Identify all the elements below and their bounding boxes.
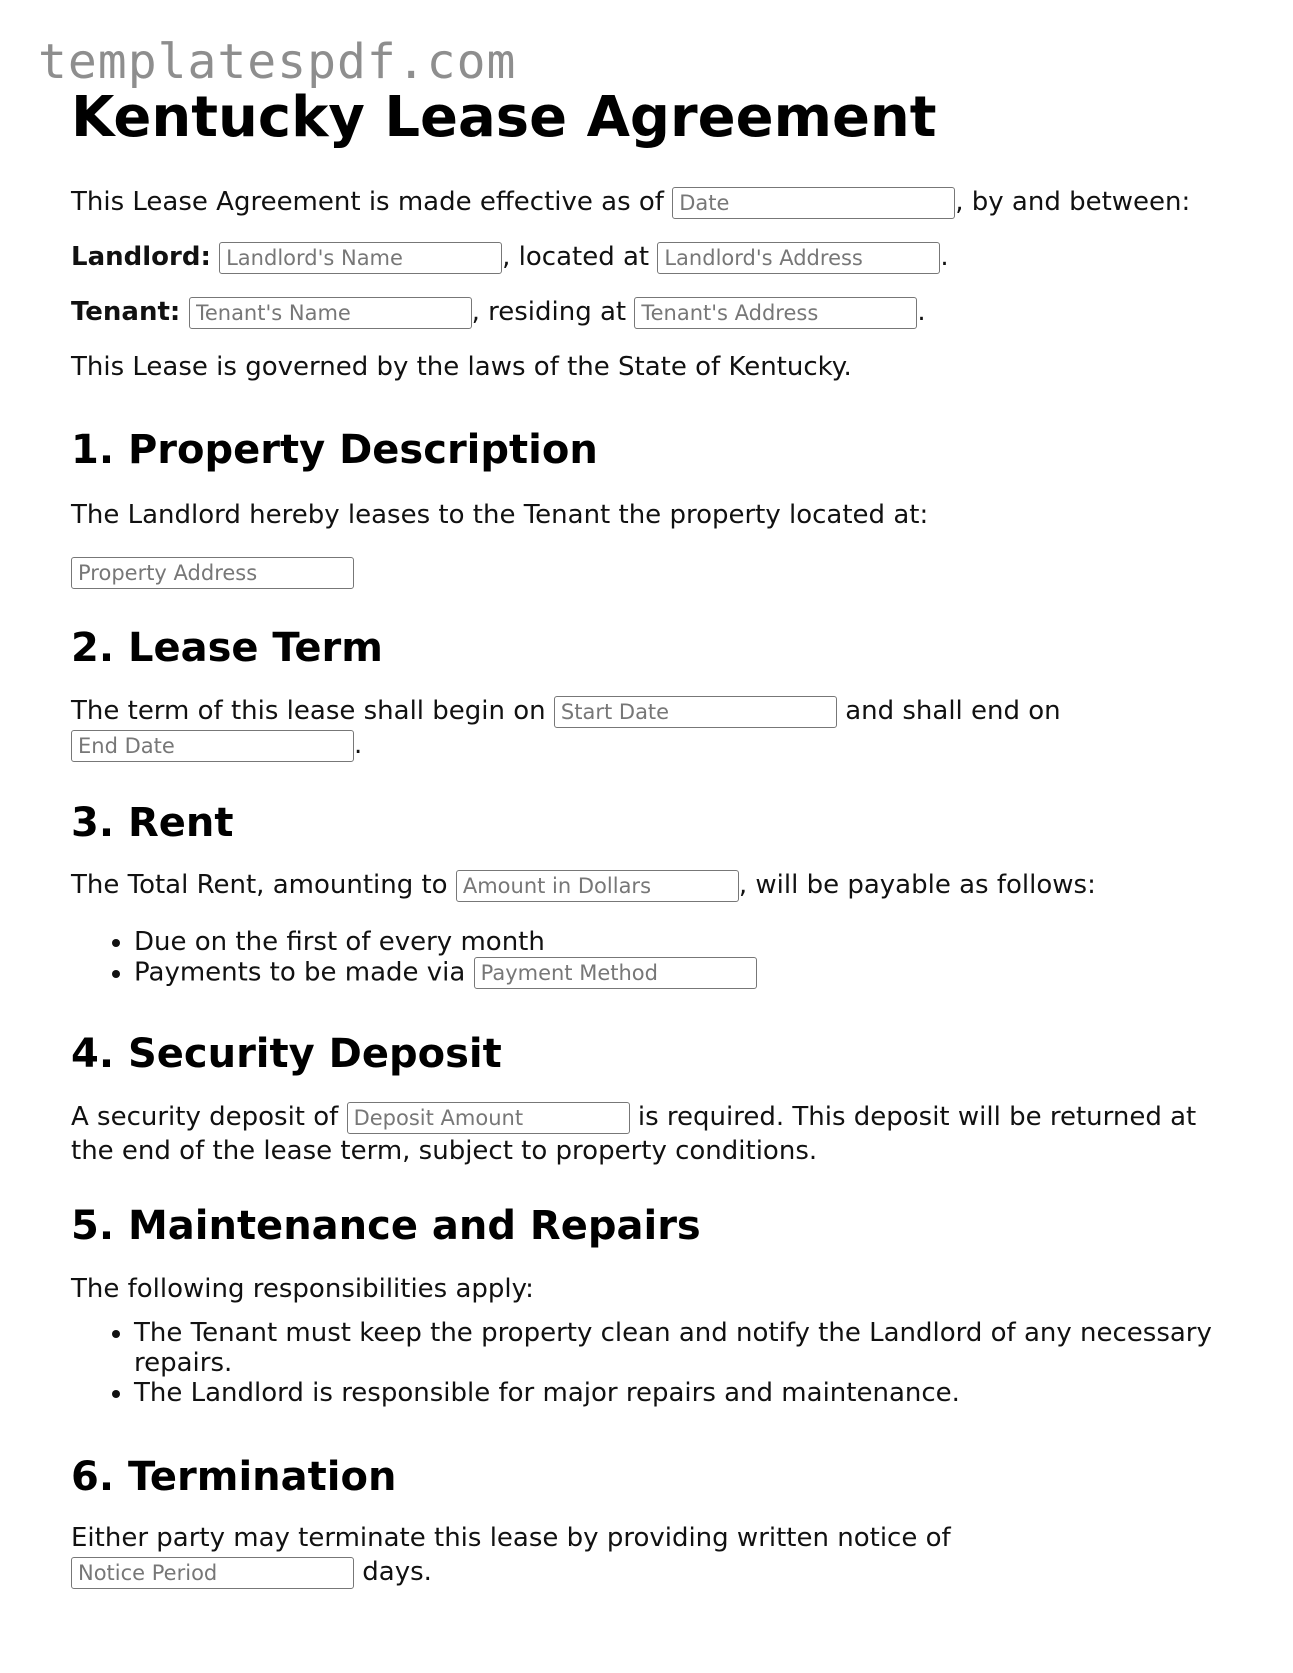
- tenant-label: Tenant:: [71, 297, 181, 327]
- property-address-line: [71, 555, 1231, 589]
- maintenance-text: The following responsibilities apply:: [71, 1274, 534, 1304]
- document-title: Kentucky Lease Agreement: [71, 85, 937, 150]
- rent-amount-field[interactable]: [456, 870, 739, 902]
- notice-period-field[interactable]: [71, 1557, 354, 1589]
- rent-terms-list-wrap: [71, 927, 1231, 989]
- watermark: templatespdf.com: [38, 34, 517, 90]
- termination-prefix: Either party may terminate this lease by providing written notice of: [71, 1523, 951, 1553]
- rent-line: [71, 868, 1231, 902]
- landlord-located-text: , located at: [502, 242, 650, 272]
- rent-bullet-payment: Payments to be made via: [134, 957, 466, 988]
- start-date-field[interactable]: [554, 696, 837, 728]
- deposit-amount-field[interactable]: [347, 1102, 630, 1134]
- tenant-residing-text: , residing at: [471, 297, 627, 327]
- rent-terms-list: [71, 927, 1231, 989]
- rent-bullet-due: Due on the first of every month: [134, 927, 545, 957]
- lease-term-line-1: [71, 694, 1231, 728]
- section-heading-rent: 3. Rent: [71, 800, 234, 846]
- section-heading-property: 1. Property Description: [71, 427, 598, 473]
- effective-prefix: This Lease Agreement is made effective as of: [71, 187, 664, 217]
- landlord-name-field[interactable]: [219, 242, 502, 274]
- termination-paragraph: [71, 1521, 1231, 1589]
- deposit-paragraph: [71, 1100, 1231, 1168]
- section-heading-maintenance: 5. Maintenance and Repairs: [71, 1203, 701, 1249]
- maintenance-list: [71, 1318, 1231, 1408]
- deposit-suffix: is required. This deposit will be returned at the end of the lease term, subject to property conditions.: [71, 1102, 1197, 1166]
- date-field[interactable]: [672, 187, 955, 219]
- governing-law-text: This Lease is governed by the laws of the State of Kentucky.: [71, 352, 852, 382]
- list-item: • The Tenant must keep the property clean and notify the Landlord of any necessary repairs.: [134, 1318, 1231, 1378]
- tenant-line-end: .: [917, 297, 926, 327]
- section-heading-lease-term: 2. Lease Term: [71, 625, 383, 671]
- maintenance-list-wrap: [71, 1318, 1231, 1408]
- rent-suffix: , will be payable as follows:: [738, 870, 1096, 900]
- lease-term-end-text: and shall end on: [845, 696, 1061, 726]
- termination-suffix: days.: [362, 1557, 432, 1587]
- lease-term-line-2: [71, 728, 1231, 762]
- section-heading-security-deposit: 4. Security Deposit: [71, 1031, 502, 1077]
- list-item: [134, 927, 1231, 957]
- tenant-address-field[interactable]: [634, 297, 917, 329]
- list-item: [134, 957, 1231, 989]
- section-heading-termination: 6. Termination: [71, 1454, 397, 1500]
- list-item: • The Landlord is responsible for major repairs and maintenance.: [134, 1378, 1231, 1408]
- effective-date-line: [71, 185, 1231, 219]
- deposit-prefix: A security deposit of: [71, 1102, 339, 1132]
- end-date-field[interactable]: [71, 730, 354, 762]
- landlord-line: [71, 240, 1231, 274]
- rent-prefix: The Total Rent, amounting to: [71, 870, 448, 900]
- effective-suffix: , by and between:: [955, 187, 1191, 217]
- landlord-label: Landlord:: [71, 242, 211, 272]
- lease-term-begin-text: The term of this lease shall begin on: [71, 696, 546, 726]
- property-address-field[interactable]: [71, 557, 354, 589]
- lease-term-period: .: [354, 730, 363, 760]
- landlord-line-end: .: [940, 242, 949, 272]
- tenant-name-field[interactable]: [189, 297, 472, 329]
- property-text: The Landlord hereby leases to the Tenant the property located at:: [71, 500, 929, 530]
- landlord-address-field[interactable]: [657, 242, 940, 274]
- tenant-line: [71, 295, 1231, 329]
- payment-method-field[interactable]: [474, 957, 757, 989]
